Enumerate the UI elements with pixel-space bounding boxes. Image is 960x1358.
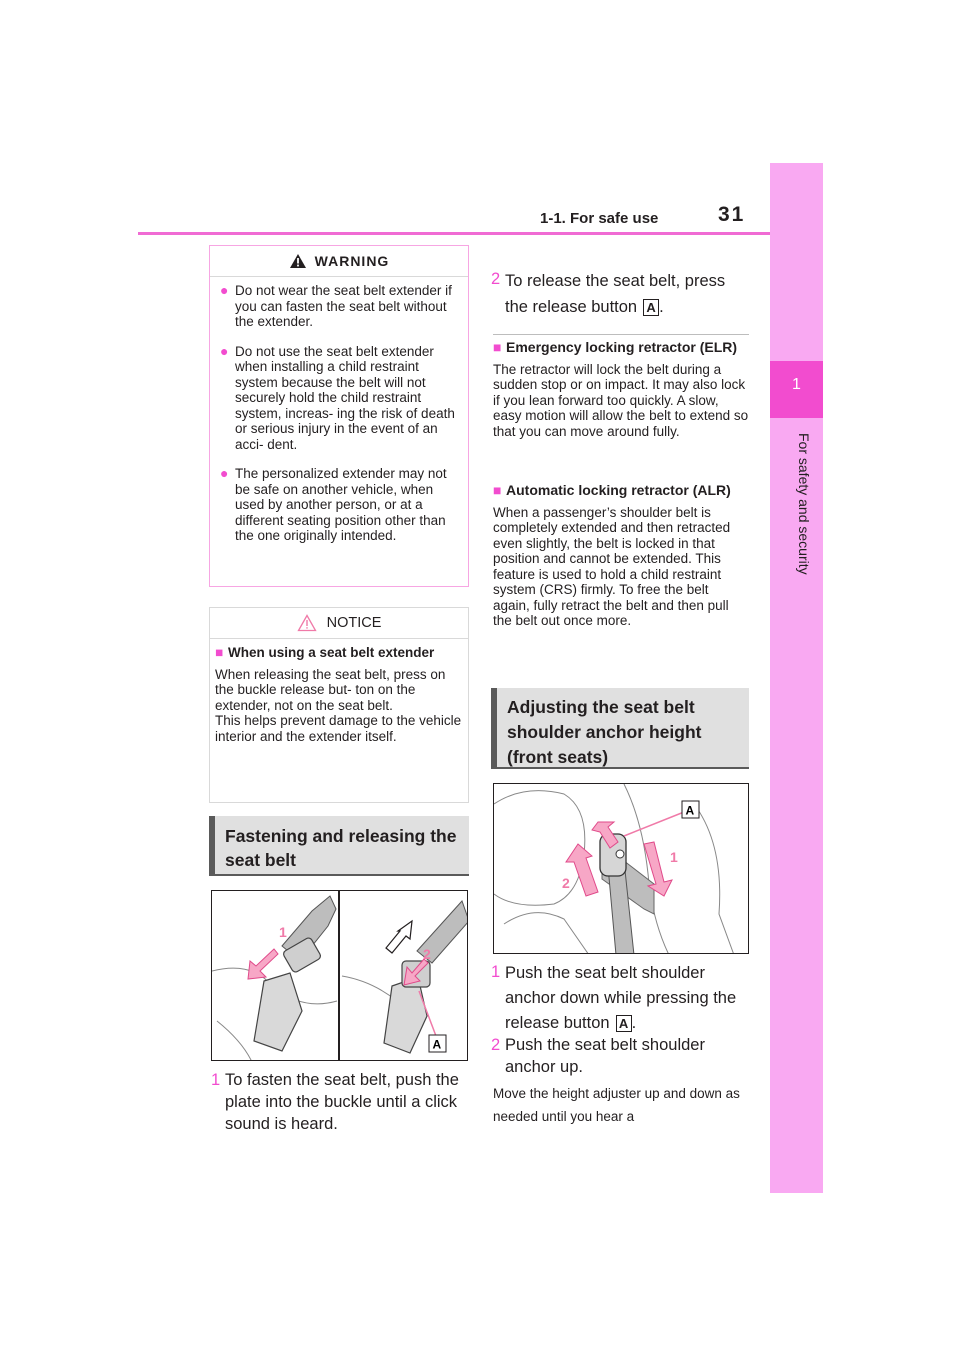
fig2-step-one-label: 1	[670, 849, 678, 865]
header-rule	[138, 232, 770, 235]
notice-header	[210, 608, 468, 639]
shoulder-anchor-illustration	[494, 784, 749, 954]
fig1-step-one-label: 1	[279, 924, 287, 940]
bullet-icon: ●	[220, 465, 229, 481]
section-rule	[493, 334, 749, 335]
anchor-step-2	[491, 1034, 749, 1078]
bullet-icon: ●	[220, 342, 229, 359]
warning-list	[210, 277, 468, 544]
square-bullet-icon: ■	[493, 482, 502, 498]
notice-subhead: ■ When using a seat belt extender	[215, 645, 435, 660]
chapter-number: 1	[770, 361, 823, 418]
alr-heading: ■ Automatic locking retractor (ALR)	[493, 482, 731, 498]
chapter-side-tab	[770, 163, 823, 1193]
elr-section	[493, 340, 749, 439]
buckle-illustration	[212, 891, 468, 1061]
notice-text: This helps prevent damage to the vehicle interior and the extender itself.	[215, 713, 462, 744]
fig2-step-two-label: 2	[562, 875, 570, 891]
elr-body: The retractor will lock the belt during a sudden stop or on impact. It may also lock if you lean forward too quickly. A slow, easy motion will allow the belt to extend so that you can move around fully.	[493, 361, 749, 439]
warning-item: ● Do not wear the seat belt extender if you can fasten the seat belt without the extender.	[220, 282, 452, 329]
bullet-icon: ●	[220, 282, 229, 298]
step-end: .	[631, 1014, 637, 1032]
notice-box	[209, 607, 469, 803]
warning-item: ● Do not use the seat belt extender when installing a child restraint system because the belt will not securely hold the child restraint system, increas- ing the risk of death or serious injury in the event of an acci- dent.	[220, 342, 455, 452]
warning-header	[210, 246, 468, 277]
step-number: 1	[491, 963, 501, 981]
square-bullet-icon: ■	[215, 645, 224, 660]
notice-body	[210, 639, 468, 744]
anchor-step-1	[491, 961, 749, 1036]
fig2-a-label: A	[685, 803, 695, 818]
anchor-section-title: Adjusting the seat belt shoulder anchor height (front seats)	[491, 688, 749, 769]
warning-title: WARNING	[314, 253, 390, 269]
elr-heading: ■ Emergency locking retractor (ELR)	[493, 339, 738, 355]
square-bullet-icon: ■	[493, 339, 502, 355]
fastening-step-1	[211, 1069, 469, 1135]
warning-box	[209, 245, 469, 587]
fastening-step-2	[491, 268, 749, 320]
alr-section	[493, 483, 749, 629]
buckle-figure	[211, 890, 468, 1061]
page-number: 31	[718, 203, 746, 226]
warning-triangle-icon	[289, 253, 307, 269]
release-button-a-marker: A	[643, 299, 659, 316]
warning-item: ● The personalized extender may not be safe on another vehicle, when used by another person, or at a different seating position other than the one originally intended.	[220, 465, 447, 543]
notice-triangle-icon	[297, 614, 317, 632]
notice-title: NOTICE	[326, 615, 382, 631]
step-text: Push the seat belt shoulder anchor up.	[505, 1036, 705, 1076]
release-button-a-marker: A	[616, 1015, 632, 1032]
step-number: 1	[211, 1071, 221, 1089]
step-text: To fasten the seat belt, push the plate into the buckle until a click sound is heard.	[225, 1071, 459, 1133]
shoulder-anchor-figure	[493, 783, 749, 954]
step-text: To release the seat belt, press the release button	[505, 272, 726, 316]
anchor-note: Move the height adjuster up and down as needed until you hear a	[493, 1086, 740, 1124]
step-number: 2	[491, 270, 501, 288]
section-title: 1-1. For safe use	[540, 210, 659, 227]
step-end: .	[659, 298, 664, 316]
step-text: Push the seat belt shoulder anchor down while pressing the release button	[505, 964, 737, 1032]
fastening-section-title: Fastening and releasing the seat belt	[209, 816, 469, 876]
chapter-title: For safety and security	[796, 433, 812, 575]
notice-text: When releasing the seat belt, press on the buckle release but- ton on the extender, not on the seat belt.	[215, 666, 446, 713]
step-number: 2	[491, 1036, 501, 1054]
fig1-a-label: A	[432, 1037, 442, 1052]
alr-body: When a passenger’s shoulder belt is completely extended and then retracted even slightly, the belt is locked in that position and cannot be extended. This feature is used to hold a child restraint system (CRS) firmly. To free the belt again, fully retract the belt and then pull the belt out once more.	[493, 504, 731, 628]
fig1-step-two-label: 2	[423, 946, 431, 962]
